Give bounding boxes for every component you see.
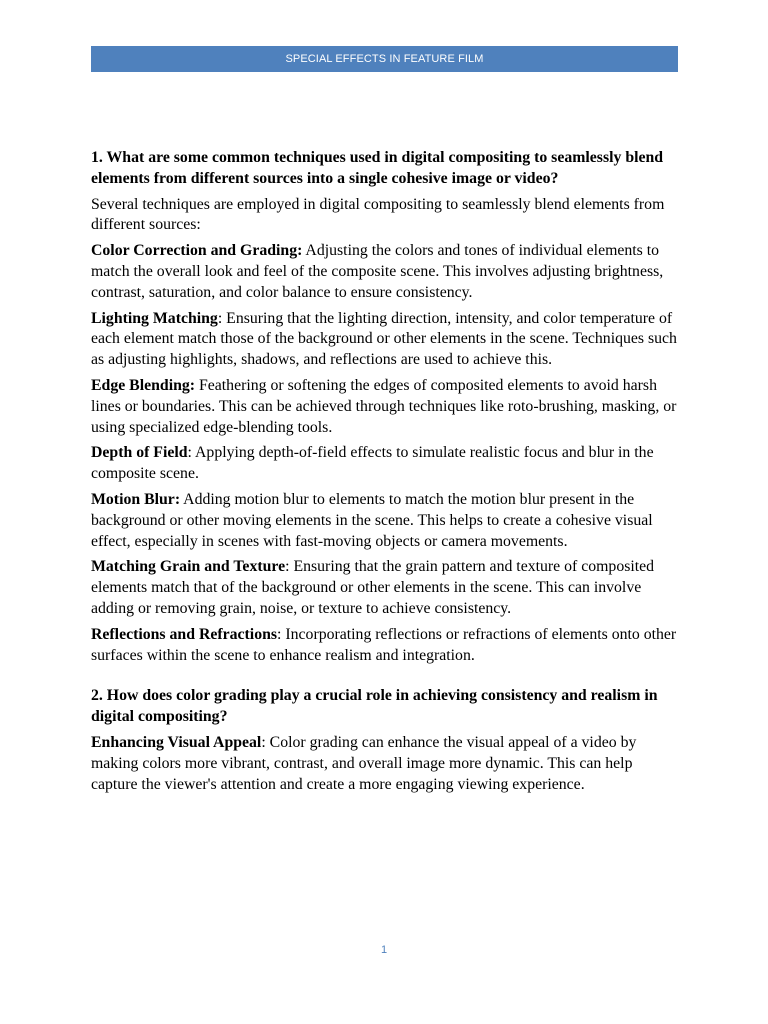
point-term: Enhancing Visual Appeal [91, 733, 262, 751]
question-1: 1. What are some common techniques used in digital compositing to seamlessly blend elements from different sources into a single cohesive image or video? [91, 149, 664, 187]
technique-edge-blending [91, 376, 681, 438]
technique-term: Lighting Matching [91, 309, 218, 327]
technique-term: Matching Grain and Texture [91, 558, 286, 576]
technique-description: : Ensuring that the lighting direction, intensity, and color temperature of each element match those of the background or other elements in the scene. Techniques such as adjusting highlights, shadows, and reflections are used to achieve this. [91, 309, 677, 369]
page-header [91, 46, 678, 72]
question-2: 2. How does color grading play a crucial role in achieving consistency and realism in digital compositing? [91, 687, 658, 726]
technique-term: Depth of Field [91, 444, 188, 462]
technique-description: : Applying depth-of-field effects to simulate realistic focus and blur in the composite scene. [91, 444, 654, 483]
technique-term: Color Correction and Grading: [91, 242, 303, 260]
header-title: SPECIAL EFFECTS IN FEATURE FILM [285, 53, 484, 65]
technique-description: : Incorporating reflections or refractions of elements onto other surfaces within the scene to enhance realism and integration. [91, 625, 677, 664]
technique-description: Adding motion blur to elements to match the motion blur present in the background or other moving elements in the scene. This helps to create a cohesive visual effect, especially in scenes with fast-moving objects or camera movements. [91, 490, 653, 550]
intro-paragraph: Several techniques are employed in digital compositing to seamlessly blend elements from different sources: [91, 195, 665, 234]
technique-term: Reflections and Refractions [91, 625, 278, 643]
technique-reflections-refractions [91, 625, 681, 667]
document-body [91, 148, 681, 800]
point-enhancing-visual-appeal [91, 733, 681, 795]
technique-term: Motion Blur: [91, 490, 181, 508]
point-description: : Color grading can enhance the visual appeal of a video by making colors more vibrant, contrast, and overall image more dynamic. This can help capture the viewer's attention and create a more engaging viewing experience. [91, 733, 637, 793]
technique-depth-of-field [91, 443, 681, 485]
technique-description: Feathering or softening the edges of composited elements to avoid harsh lines or boundaries. This can be achieved through techniques like roto-brushing, masking, or using specialized edge-blending tools. [91, 376, 677, 436]
technique-term: Edge Blending: [91, 376, 196, 394]
technique-description: Adjusting the colors and tones of individual elements to match the overall look and feel of the composite scene. This involves adjusting brightness, contrast, saturation, and color balance to ensure consistency. [91, 242, 664, 301]
technique-grain-texture [91, 557, 681, 619]
technique-motion-blur [91, 490, 681, 552]
technique-description: : Ensuring that the grain pattern and texture of composited elements match that of the background or other elements in the scene. This can involve adding or removing grain, noise, or texture to achieve consistency. [91, 558, 655, 617]
technique-lighting-matching [91, 309, 681, 371]
technique-color-correction [91, 241, 681, 303]
page-number: 1 [380, 944, 388, 956]
